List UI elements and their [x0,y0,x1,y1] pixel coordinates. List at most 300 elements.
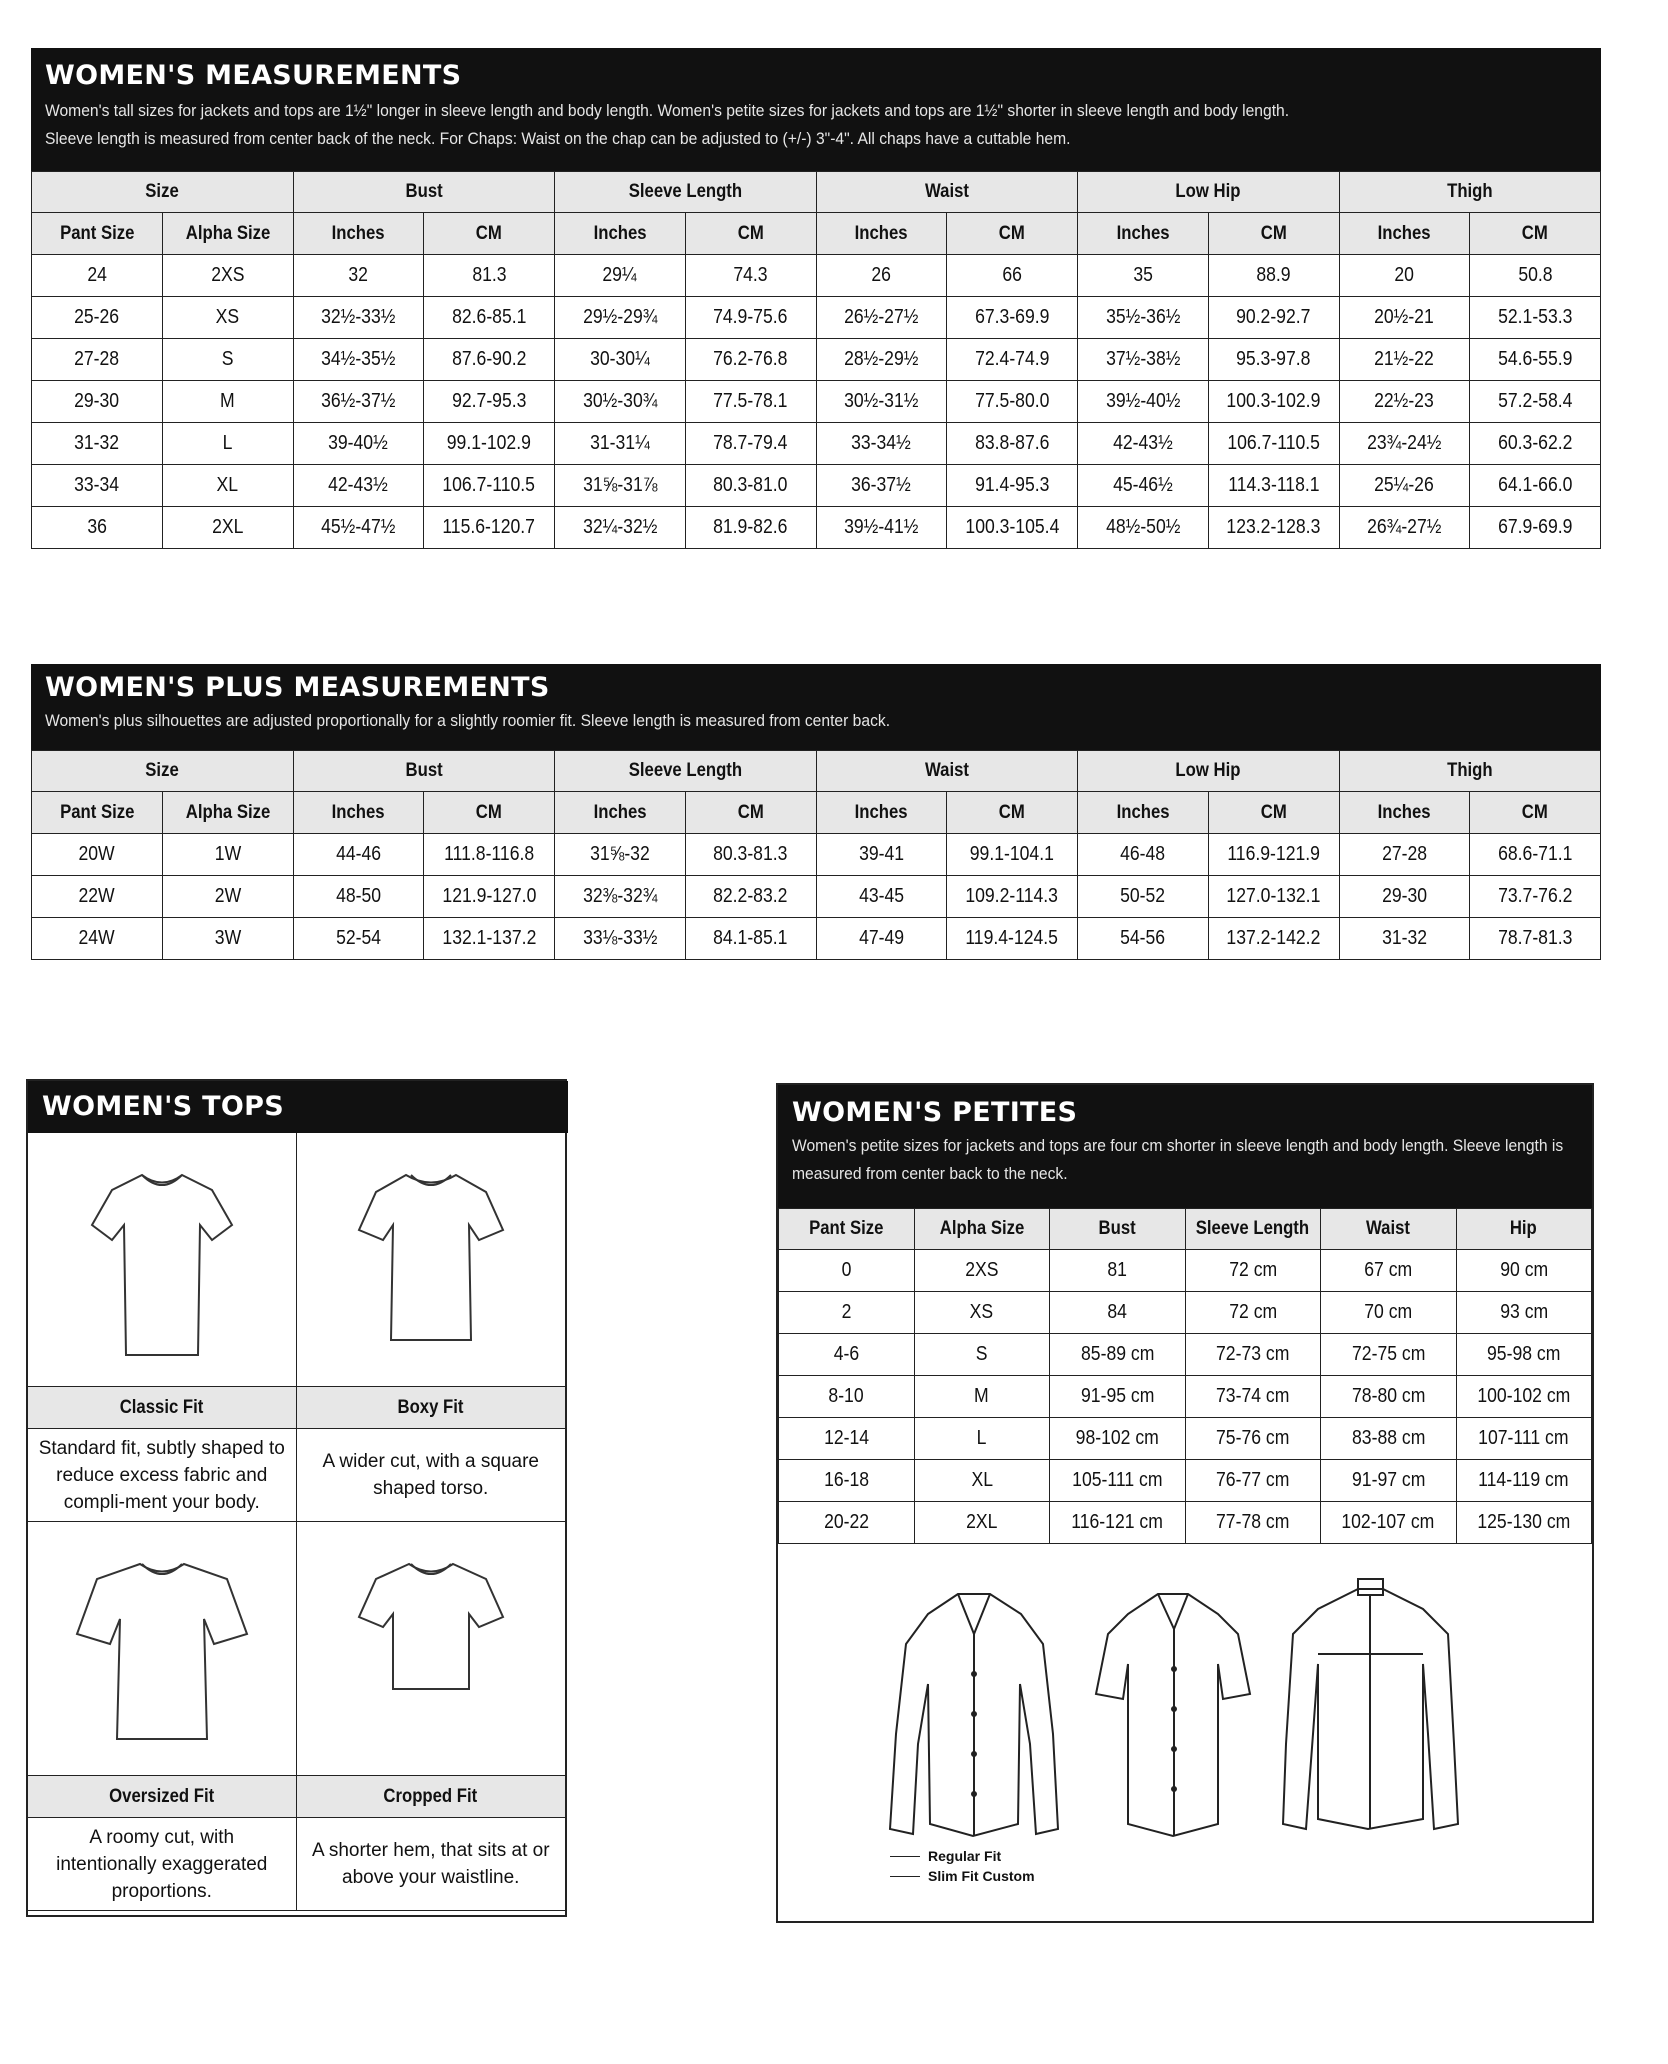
table-cell [779,1460,915,1502]
group-header-text: Sleeve Length [628,181,742,202]
table-cell-text: 115.6-120.7 [442,516,536,538]
sub-header [293,213,424,255]
table-cell [947,339,1078,381]
table-cell-text: XS [970,1301,994,1323]
table-cell-text: 2XL [966,1511,998,1533]
group-header [32,172,294,213]
table-cell [1078,255,1209,297]
table-cell [1321,1250,1457,1292]
table-cell-text: 80.3-81.0 [713,474,788,496]
table-cell-text: 73.7-76.2 [1497,885,1573,907]
table-cell [293,423,424,465]
sub-header [424,792,555,834]
table-cell [424,339,555,381]
table-cell [555,423,686,465]
group-header-text: Size [145,181,179,202]
table-cell-text: 75-76 cm [1216,1427,1290,1449]
table-cell [162,465,293,507]
table-cell-text: 127.0-132.1 [1226,885,1321,907]
group-header-text: Bust [405,181,443,202]
table-cell-text: 76.2-76.8 [713,348,788,370]
table-cell [947,465,1078,507]
table-cell-text: 52-54 [335,927,381,949]
table-cell [779,1250,915,1292]
table-cell [1185,1250,1321,1292]
table-cell-text: 111.8-116.8 [444,843,535,865]
table-cell [555,297,686,339]
table-cell [779,1418,915,1460]
table-cell-text: 74.9-75.6 [713,306,788,328]
table-cell-text: 99.1-104.1 [970,843,1055,865]
sub-header [947,213,1078,255]
table-cell [1456,1376,1592,1418]
table-cell-text: 107-111 cm [1478,1427,1569,1449]
table-cell [779,1292,915,1334]
table-cell-text: 105-111 cm [1072,1469,1163,1491]
table-cell [685,381,816,423]
table-cell-text: 116.9-121.9 [1227,843,1320,865]
table-cell [779,1334,915,1376]
table-row [32,507,1601,549]
petites-header [1456,1209,1592,1250]
group-header-text: Low Hip [1175,760,1241,781]
table-cell-text: 45½-47½ [321,516,396,538]
table-cell [1185,1460,1321,1502]
sub-header-text: Inches [1377,801,1431,823]
table-cell [1185,1376,1321,1418]
table-cell-text: M [220,390,235,412]
table-row [779,1460,1592,1502]
table-cell [32,834,163,876]
table-cell-text: 100-102 cm [1477,1385,1571,1407]
sub-header-text: CM [737,801,764,823]
table-cell-text: 30-30¼ [590,348,650,370]
table-cell [816,423,947,465]
sub-header [162,213,293,255]
table-cell [162,423,293,465]
table-cell-text: 47-49 [858,927,904,949]
table-cell-text: 31-31¼ [590,432,650,454]
table-cell-text: 67.3-69.9 [974,306,1050,328]
table-cell [816,465,947,507]
petites-header [1050,1209,1186,1250]
fit-card [28,1522,297,1911]
sub-header [1208,792,1339,834]
table-cell [1339,423,1470,465]
sub-header [424,213,555,255]
table-cell [32,876,163,918]
sub-header-text: CM [1260,801,1287,823]
table-cell-text: 72 cm [1228,1259,1277,1281]
group-header [293,751,555,792]
table-cell [914,1460,1050,1502]
table-cell [1078,876,1209,918]
table-cell [1078,381,1209,423]
table-cell [685,834,816,876]
sub-header [1339,792,1470,834]
sub-header [685,792,816,834]
table-cell-text: 76-77 cm [1216,1469,1290,1491]
table-cell [424,255,555,297]
table-cell [1078,339,1209,381]
table-cell [947,507,1078,549]
table-cell [1208,465,1339,507]
table-cell [32,255,163,297]
plus-title: WOMEN'S PLUS MEASUREMENTS [45,672,550,703]
table-cell-text: 29-30 [1381,885,1427,907]
table-cell [32,423,163,465]
sub-header [32,213,163,255]
table-cell [555,465,686,507]
table-cell [947,381,1078,423]
table-cell [32,507,163,549]
table-cell [293,507,424,549]
table-cell [293,465,424,507]
table-cell-text: 36-37½ [851,474,912,496]
table-cell [779,1376,915,1418]
petites-header-text: Waist [1366,1218,1411,1239]
sub-header [1339,213,1470,255]
group-header-text: Low Hip [1175,181,1241,202]
table-cell-text: 39½-40½ [1105,390,1181,412]
tshirt-illustration [28,1133,296,1386]
table-cell-text: 29½-29¾ [582,306,658,328]
fit-description: A roomy cut, with intentionally exaggerated proportions. [56,1826,268,1902]
table-cell-text: 42-43½ [1113,432,1173,454]
table-cell-text: 77.5-78.1 [713,390,788,412]
table-cell [1185,1292,1321,1334]
table-cell-text: 0 [841,1259,852,1281]
table-cell-text: 2W [214,885,241,907]
table-cell [1208,297,1339,339]
table-cell [1321,1418,1457,1460]
table-cell [1078,918,1209,960]
group-header-text: Waist [924,760,969,781]
sub-header [32,792,163,834]
table-row [779,1292,1592,1334]
table-cell [816,381,947,423]
table-cell [1339,918,1470,960]
table-cell-text: 81.3 [471,264,507,286]
table-cell-text: 77.5-80.0 [974,390,1050,412]
table-cell [1470,507,1601,549]
group-header [1078,172,1340,213]
petites-header [1185,1209,1321,1250]
table-cell-text: 8-10 [828,1385,864,1407]
table-cell-text: 70 cm [1364,1301,1413,1323]
table-cell [1339,465,1470,507]
table-cell [1078,465,1209,507]
fit-legend [890,1844,1035,1888]
jackets-drawing [778,1574,1594,1874]
table-cell [1470,381,1601,423]
table-cell [914,1376,1050,1418]
table-cell-text: 82.6-85.1 [451,306,527,328]
table-cell [1208,918,1339,960]
table-cell-text: 137.2-142.2 [1226,927,1321,949]
table-cell-text: 24 [87,264,107,286]
table-cell [816,255,947,297]
table-cell [1050,1502,1186,1544]
table-cell-text: 78.7-81.3 [1497,927,1573,949]
sub-header-text: Pant Size [59,801,135,823]
group-header-row [32,172,1601,213]
table-cell-text: 16-18 [823,1469,869,1491]
table-cell-text: 27-28 [74,348,120,370]
table-cell [1208,423,1339,465]
fit-card [28,1133,297,1522]
table-cell [555,876,686,918]
table-cell [1050,1334,1186,1376]
table-cell-text: 80.3-81.3 [713,843,788,865]
group-header [293,172,555,213]
table-cell-text: 21½-22 [1374,348,1435,370]
table-row [779,1250,1592,1292]
table-cell [293,255,424,297]
table-cell-text: 50.8 [1517,264,1553,286]
table-cell [1078,834,1209,876]
sub-header [1208,213,1339,255]
table-cell-text: 26½-27½ [844,306,919,328]
group-header [1339,172,1601,213]
table-cell [816,918,947,960]
table-cell-text: 114.3-118.1 [1227,474,1320,496]
table-cell-text: S [221,348,234,370]
table-cell-text: 36 [87,516,107,538]
table-cell [293,834,424,876]
table-cell-text: 95-98 cm [1487,1343,1561,1365]
table-cell [162,339,293,381]
tops-section [26,1079,567,1917]
table-cell [1339,876,1470,918]
sub-header [1078,792,1209,834]
table-row [779,1502,1592,1544]
table-cell [424,876,555,918]
sub-header-text: Inches [1116,222,1170,244]
table-cell [162,297,293,339]
table-row [779,1334,1592,1376]
table-cell [914,1418,1050,1460]
table-cell-text: 77-78 cm [1216,1511,1290,1533]
table-cell-text: 54.6-55.9 [1497,348,1573,370]
table-cell-text: 22½-23 [1374,390,1435,412]
table-cell [1456,1418,1592,1460]
table-cell [947,423,1078,465]
table-cell [914,1292,1050,1334]
table-cell-text: 100.3-102.9 [1226,390,1321,412]
table-cell [1339,381,1470,423]
table-cell-text: 68.6-71.1 [1497,843,1573,865]
tops-grid [28,1133,565,1911]
table-cell-text: 33⅛-33½ [582,927,658,949]
sub-header [555,792,686,834]
table-cell [947,876,1078,918]
table-cell-text: 20½-21 [1374,306,1435,328]
table-cell [914,1334,1050,1376]
table-cell [1050,1250,1186,1292]
table-cell [1470,255,1601,297]
table-cell-text: 25-26 [74,306,120,328]
table-row [32,339,1601,381]
table-cell-text: 50-52 [1120,885,1166,907]
table-cell [816,834,947,876]
petites-header-text: Sleeve Length [1196,1218,1310,1239]
fit-description: A shorter hem, that sits at or above your waistline. [311,1840,550,1888]
table-cell-text: 2 [841,1301,852,1323]
table-cell [816,507,947,549]
table-cell-text: L [222,432,233,454]
table-cell-text: 119.4-124.5 [965,927,1059,949]
table-cell-text: 83.8-87.6 [974,432,1050,454]
table-cell-text: 72 cm [1228,1301,1277,1323]
table-cell-text: 32⅜-32¾ [582,885,658,907]
tshirt-illustration [297,1133,566,1386]
table-cell-text: 1W [214,843,241,865]
table-cell-text: 93 cm [1499,1301,1548,1323]
sub-header [685,213,816,255]
table-cell-text: 83-88 cm [1351,1427,1425,1449]
plus-table [31,750,1601,960]
tshirt-icon [331,1529,531,1769]
table-cell-text: 46-48 [1120,843,1166,865]
table-cell [1321,1502,1457,1544]
petites-header-text: Hip [1510,1218,1538,1239]
table-cell [32,918,163,960]
sub-header-text: Inches [1377,222,1431,244]
table-cell-text: 81 [1107,1259,1128,1281]
table-cell [685,339,816,381]
petites-title: WOMEN'S PETITES [792,1097,1078,1128]
table-cell [947,297,1078,339]
table-cell [162,507,293,549]
table-cell-text: 33-34 [74,474,120,496]
table-row [32,381,1601,423]
sub-header-text: CM [737,222,764,244]
table-cell [1185,1334,1321,1376]
table-row [779,1376,1592,1418]
table-cell-text: XL [970,1469,993,1491]
sub-header [1470,792,1601,834]
petites-header [779,1209,915,1250]
table-cell-text: 98-102 cm [1075,1427,1159,1449]
table-cell-text: 85-89 cm [1080,1343,1154,1365]
sub-header-text: CM [476,222,503,244]
table-cell-text: 102-107 cm [1341,1511,1435,1533]
table-cell [914,1502,1050,1544]
table-cell [1470,297,1601,339]
table-cell-text: 29¼ [602,264,638,286]
table-cell [424,297,555,339]
table-cell [1470,876,1601,918]
table-cell-text: 90 cm [1499,1259,1548,1281]
table-row [32,297,1601,339]
table-cell [1456,1502,1592,1544]
table-cell-text: 3W [214,927,241,949]
group-header-row [32,751,1601,792]
table-cell-text: 81.9-82.6 [713,516,788,538]
group-header-text: Thigh [1446,760,1493,781]
group-header [816,751,1078,792]
sub-header-text: Inches [1116,801,1170,823]
legend-slim-fit: Slim Fit Custom [890,1868,1035,1884]
fit-description: A wider cut, with a square shaped torso. [322,1451,539,1499]
group-header-text: Bust [405,760,443,781]
table-cell [1456,1460,1592,1502]
tshirt-icon [62,1140,262,1380]
table-cell [1321,1460,1457,1502]
table-cell [1078,507,1209,549]
table-cell [424,381,555,423]
table-cell-text: 106.7-110.5 [1227,432,1320,454]
table-cell [32,465,163,507]
table-cell [555,255,686,297]
fit-name-text: Classic Fit [119,1396,204,1418]
table-cell-text: M [974,1385,990,1407]
table-cell-text: 60.3-62.2 [1497,432,1573,454]
tops-title: WOMEN'S TOPS [42,1091,284,1122]
table-cell [1339,297,1470,339]
table-cell [1456,1250,1592,1292]
table-cell-text: 99.1-102.9 [447,432,532,454]
table-cell-text: 88.9 [1256,264,1291,286]
petites-header-text: Alpha Size [939,1218,1025,1239]
table-cell [162,381,293,423]
table-cell [162,918,293,960]
table-cell-text: 100.3-105.4 [965,516,1060,538]
table-cell-text: 32 [348,264,369,286]
sub-header-text: CM [999,222,1026,244]
table-cell-text: 66 [1002,264,1022,286]
table-cell-text: 73-74 cm [1216,1385,1290,1407]
table-cell-text: 42-43½ [328,474,389,496]
table-cell-text: 31-32 [74,432,120,454]
table-cell-text: 36½-37½ [321,390,396,412]
sub-header [816,792,947,834]
table-cell [816,339,947,381]
sub-header-text: Inches [331,222,385,244]
sub-header-text: Inches [854,801,908,823]
table-cell-text: 91.4-95.3 [974,474,1050,496]
table-cell-text: 30½-31½ [844,390,919,412]
table-cell [1185,1502,1321,1544]
table-cell [293,297,424,339]
table-cell [685,423,816,465]
table-cell [1208,381,1339,423]
legend-regular-fit: Regular Fit [890,1848,1035,1864]
table-cell-text: 91-97 cm [1351,1469,1425,1491]
table-cell [1470,423,1601,465]
petites-header [1321,1209,1457,1250]
table-cell-text: 121.9-127.0 [442,885,537,907]
table-row [32,834,1601,876]
table-cell [1321,1334,1457,1376]
group-header [1078,751,1340,792]
group-header [32,751,294,792]
table-cell [1470,918,1601,960]
table-cell [685,918,816,960]
sub-header-text: Pant Size [59,222,135,244]
sub-header-text: Alpha Size [185,222,270,244]
petites-header [778,1085,1592,1208]
table-cell-text: 91-95 cm [1080,1385,1154,1407]
table-cell [1470,834,1601,876]
table-cell [162,255,293,297]
table-cell-text: 32¼-32½ [582,516,658,538]
tshirt-illustration [297,1522,566,1775]
table-cell-text: 106.7-110.5 [442,474,536,496]
table-cell-text: 26 [871,264,892,286]
table-cell-text: 35 [1133,264,1153,286]
